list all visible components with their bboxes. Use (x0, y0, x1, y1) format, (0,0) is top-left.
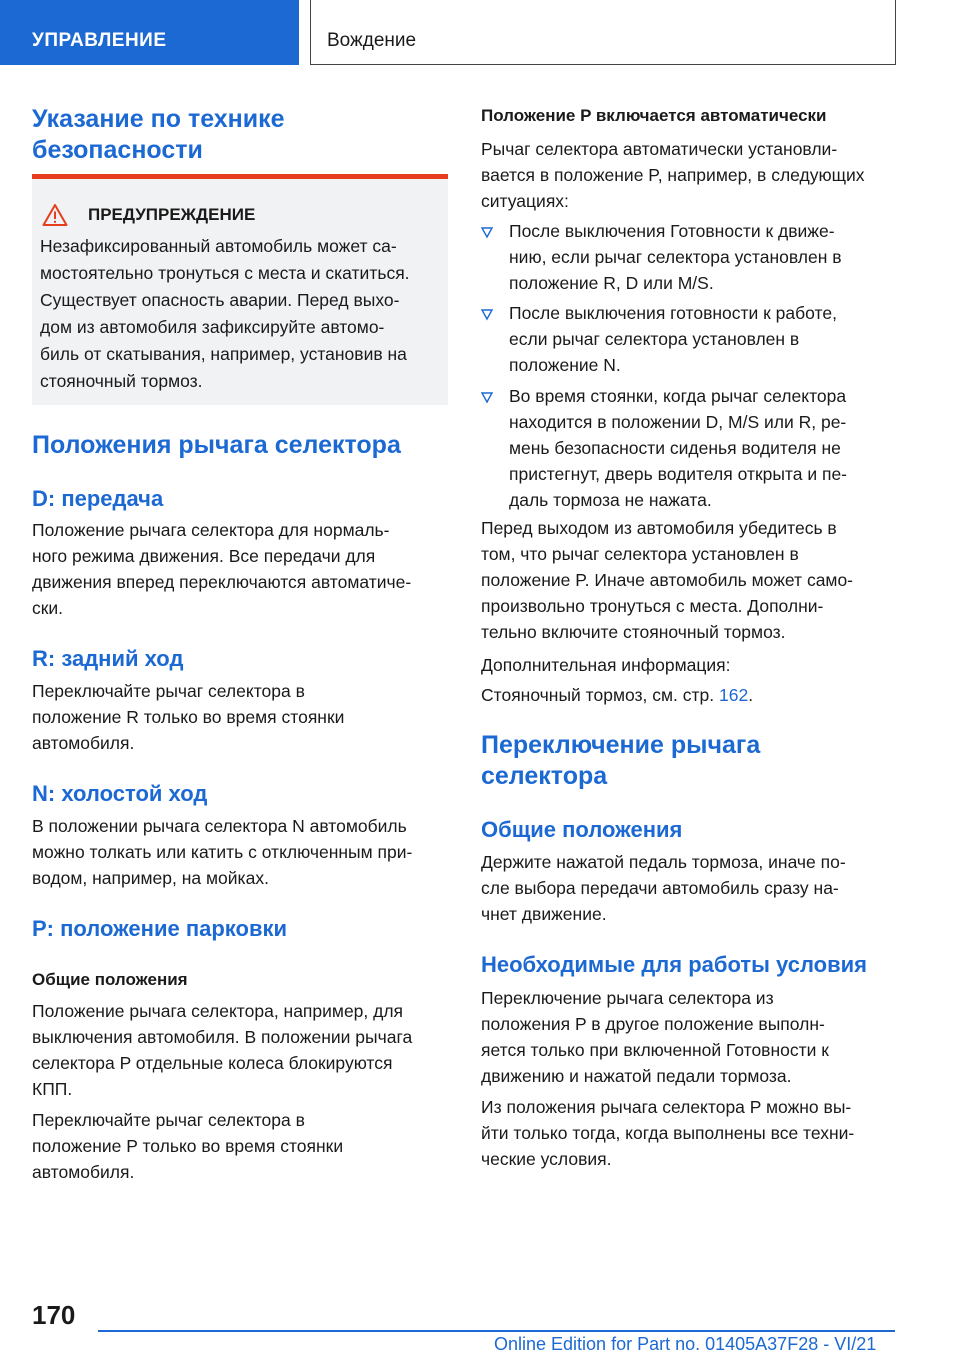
conditions-text-1: Переключение рычага селектора из положения P в другое положение выполн- яется только при включенной Готовности к движению и нажатой педали тормоза. (481, 988, 829, 1086)
auto-p-intro: Рычаг селектора автоматически установли- вается в положение P, например, в следующих ситуациях: (481, 139, 865, 211)
p-gear-text-2: Переключайте рычаг селектора в положение P только во время стоянки автомобиля. (32, 1110, 344, 1182)
d-gear-text: Положение рычага селектора для нормаль- ного режима движения. Все передачи для движения вперед переключаются автоматиче- ски. (32, 520, 412, 618)
p-gear-title: P: положение парковки (32, 916, 288, 941)
warning-triangle-icon (42, 203, 68, 227)
r-gear-title: R: задний ход (32, 646, 184, 671)
n-gear-title: N: холостой ход (32, 781, 208, 806)
conditions-title: Необходимые для работы условия (481, 952, 867, 977)
section-tab: УПРАВЛЕНИЕ (0, 0, 299, 65)
r-gear-text: Переключайте рычаг селектора в положение R только во время стоянки автомобиля. (32, 681, 345, 753)
list-item: После выключения Готовности к движе- нию, если рычаг селектора установлен в положение R, D или M/S. (481, 218, 842, 296)
safety-title (32, 104, 285, 166)
warning-label: ПРЕДУПРЕЖДЕНИЕ (88, 205, 256, 224)
n-gear-text: В положении рычага селектора N автомобиль можно толкать или катить с отключенным при- водом, например, на мойках. (32, 816, 413, 888)
general-text: Держите нажатой педаль тормоза, иначе по- сле выбора передачи автомобиль сразу на- чнет движение. (481, 852, 846, 924)
edition-footer: Online Edition for Part no. 01405A37F28 - VI/21 (494, 1334, 877, 1354)
footer-divider (98, 1330, 895, 1332)
warning-text: Незафиксированный автомобиль может са- мостоятельно тронуться с места и скатиться. Существует опасность аварии. Перед выхо- дом из автомобиля зафиксируйте автомо- биль от скатывания, например, установив на стояночный тормоз. (40, 236, 410, 391)
general-title: Общие положения (481, 817, 683, 842)
safety-title-line-1: Указание по технике (32, 105, 285, 133)
safety-title-line-2: безопасности (32, 136, 203, 164)
exit-paragraph: Перед выходом из автомобиля убедитесь в том, что рычаг селектора установлен в положение P. Иначе автомобиль может само- произвольно тронуться с места. Дополни- тельно включите стояночный тормоз. (481, 518, 854, 642)
bullet-triangle-icon (481, 227, 493, 239)
warning-header (42, 203, 438, 227)
positions-title: Положения рычага селектора (32, 431, 401, 459)
conditions-text-2: Из положения рычага селектора P можно вы- йти только тогда, когда выполнены все техни- ческие условия. (481, 1097, 855, 1169)
bullet-triangle-icon (481, 309, 493, 321)
reference-line: Стояночный тормоз, см. стр. 162. (481, 685, 754, 705)
more-info-label: Дополнительная информация: (481, 655, 731, 675)
p-general-subtitle: Общие положения (32, 970, 188, 989)
switch-title: Переключение рычага селектора (481, 731, 761, 790)
d-gear-title: D: передача (32, 486, 164, 511)
auto-p-title: Положение P включается автоматически (481, 106, 827, 125)
list-item: Во время стоянки, когда рычаг селектора находится в положении D, M/S или R, ре- мень безопасности сиденья водителя не пристегнут, дверь водителя открыта и пе- даль тормоза не нажата. (481, 383, 847, 513)
page-link[interactable]: 162 (719, 685, 749, 705)
bullet-triangle-icon (481, 392, 493, 404)
page-number: 170 (32, 1300, 76, 1330)
p-gear-text-1: Положение рычага селектора, например, для выключения автомобиля. В положении рычага селектора P отдельные колеса блокируются КПП. (32, 1001, 413, 1099)
chapter-title: Вождение (310, 0, 896, 65)
warning-box (32, 174, 448, 405)
list-item: После выключения готовности к работе, если рычаг селектора установлен в положение N. (481, 300, 837, 378)
